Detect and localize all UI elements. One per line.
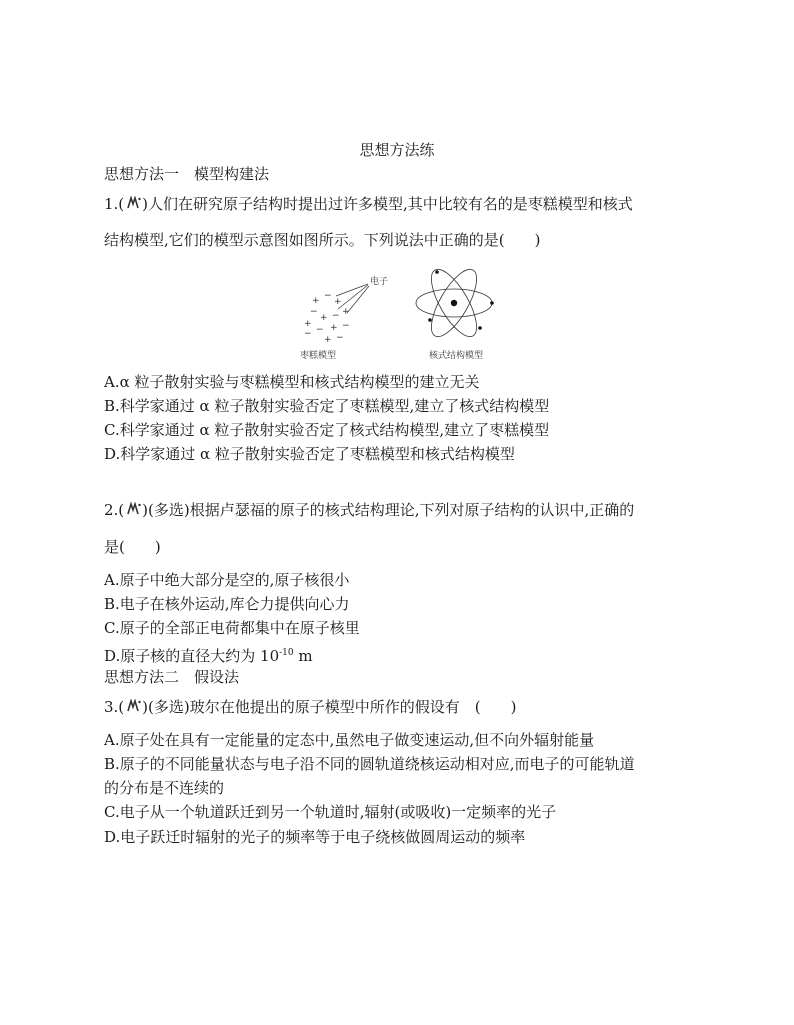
- svg-text:−: −: [332, 311, 340, 321]
- page-title: 思想方法练: [359, 141, 435, 159]
- electron-dot: [478, 326, 482, 330]
- difficulty-star-icon: [124, 196, 142, 210]
- question-2-line-2: 是( ): [104, 538, 161, 556]
- svg-text:−: −: [324, 291, 332, 301]
- q3-option-c: C.电子从一个轨道跃迁到另一个轨道时,辐射(或吸收)一定频率的光子: [104, 803, 557, 821]
- svg-text:+: +: [342, 307, 350, 317]
- svg-text:+: +: [320, 313, 328, 323]
- difficulty-star-icon: [124, 502, 142, 516]
- svg-text:−: −: [316, 325, 324, 335]
- question-number: 1.(: [104, 195, 125, 213]
- q1-option-d: D.科学家通过 α 粒子散射实验否定了枣糕模型和核式结构模型: [104, 445, 515, 463]
- difficulty-star-icon: [124, 699, 142, 713]
- electron-dot: [428, 318, 432, 322]
- q3-option-a: A.原子处在具有一定能量的定态中,虽然电子做变速运动,但不向外辐射能量: [104, 731, 595, 749]
- svg-text:+: +: [312, 296, 320, 306]
- q2-option-d-unit: m: [293, 647, 313, 665]
- q3-option-d: D.电子跃迁时辐射的光子的频率等于电子绕核做圆周运动的频率: [104, 828, 526, 846]
- q2-option-b: B.电子在核外运动,库仑力提供向心力: [104, 595, 350, 613]
- q3-option-b-continued: 的分布是不连续的: [104, 779, 225, 797]
- q2-option-c: C.原子的全部正电荷都集中在原子核里: [104, 619, 360, 637]
- question-number: 3.(: [104, 698, 125, 716]
- question-text: )(多选)玻尔在他提出的原子模型中所作的假设有 ( ): [142, 698, 517, 716]
- svg-text:+: +: [330, 323, 338, 333]
- q1-option-c: C.科学家通过 α 粒子散射实验否定了核式结构模型,建立了枣糕模型: [104, 421, 550, 439]
- plum-pudding-model: [304, 291, 350, 345]
- svg-text:+: +: [324, 335, 332, 345]
- question-text: )(多选)根据卢瑟福的原子的核式结构理论,下列对原子结构的认识中,正确的: [142, 501, 635, 519]
- section-heading-1: 思想方法一 模型构建法: [104, 165, 270, 183]
- svg-text:+: +: [304, 319, 312, 329]
- electron-dot: [490, 301, 494, 305]
- question-number: 2.(: [104, 501, 125, 519]
- question-1-line-1: [104, 194, 633, 214]
- svg-text:−: −: [342, 321, 350, 331]
- nucleus: [451, 300, 457, 306]
- svg-text:−: −: [336, 333, 344, 343]
- svg-text:−: −: [310, 307, 318, 317]
- atom-models-figure: [296, 262, 496, 366]
- plum-pudding-caption: 枣糕模型: [300, 351, 337, 361]
- q2-option-d-text: D.原子核的直径大约为 10: [104, 647, 280, 665]
- electron-label: 电子: [370, 277, 389, 287]
- q2-option-d: [104, 643, 313, 666]
- question-1-line-2: 结构模型,它们的模型示意图如图所示。下列说法中正确的是( ): [104, 231, 541, 249]
- q2-option-a: A.原子中绝大部分是空的,原子核很小: [104, 571, 350, 589]
- svg-text:+: +: [334, 297, 342, 307]
- electron-dot: [435, 270, 439, 274]
- svg-text:−: −: [304, 329, 312, 339]
- question-text: )人们在研究原子结构时提出过许多模型,其中比较有名的是枣糕模型和核式: [142, 195, 633, 213]
- section-heading-2: 思想方法二 假设法: [104, 668, 240, 686]
- question-2-line-1: [104, 500, 634, 520]
- q3-option-b: B.原子的不同能量状态与电子沿不同的圆轨道绕核运动相对应,而电子的可能轨道: [104, 755, 635, 773]
- nuclear-model-caption: 核式结构模型: [429, 351, 484, 361]
- q2-option-d-exponent: -10: [279, 648, 294, 658]
- q1-option-a: A.α 粒子散射实验与枣糕模型和核式结构模型的建立无关: [104, 373, 480, 391]
- q1-option-b: B.科学家通过 α 粒子散射实验否定了枣糕模型,建立了核式结构模型: [104, 397, 550, 415]
- question-3-line-1: [104, 697, 516, 717]
